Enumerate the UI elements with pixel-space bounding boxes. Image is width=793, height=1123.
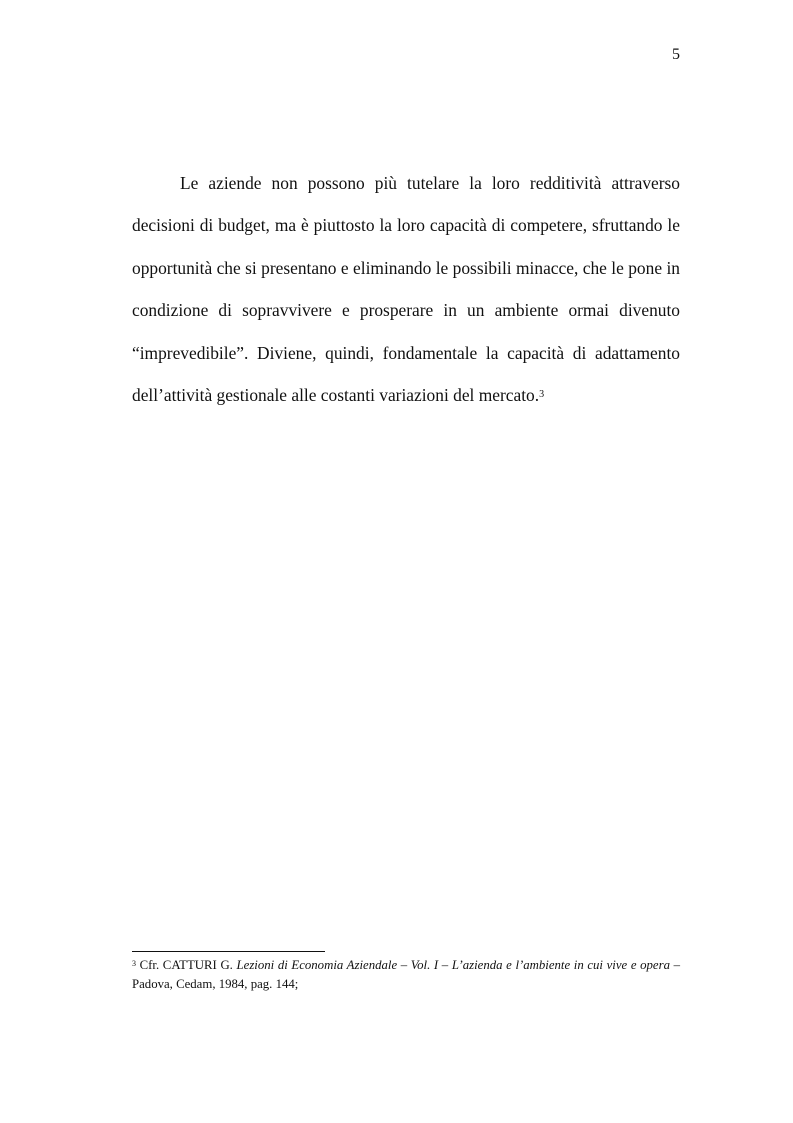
page-number: 5 xyxy=(672,46,680,63)
footnote-title: Lezioni di Economia Aziendale – Vol. I – L’azienda e l’ambiente in cui vive e opera xyxy=(236,958,670,972)
body-paragraph-text: Le aziende non possono più tutelare la loro redditività attraverso decisioni di budget, ma è piuttosto la loro capacità di competere, sfruttando le opportunità che si presentano e eliminando le possibili minacce, che le pone in condizione di sopravvivere e prosperare in un ambiente ormai divenuto “imprevedibile”. Diviene, quindi, fondamentale la capacità di adattamento dell’attività gestionale alle costanti variazioni del mercato. xyxy=(132,173,680,406)
footnote xyxy=(132,956,680,994)
footnote-marker: 3 xyxy=(132,959,136,968)
body-paragraph xyxy=(132,162,680,416)
footnote-separator xyxy=(132,951,325,952)
footnote-tail: – Padova, Cedam, 1984, pag. 144; xyxy=(132,958,681,991)
footnote-reference[interactable]: 3 xyxy=(539,389,545,401)
footnote-lead: Cfr. CATTURI G. xyxy=(139,958,233,972)
